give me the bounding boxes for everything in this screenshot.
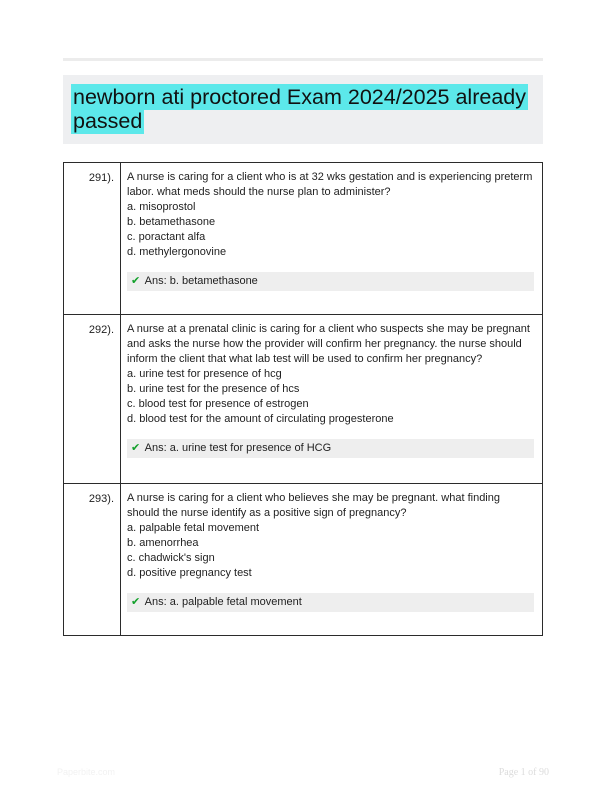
answer-text: Ans: a. palpable fetal movement bbox=[144, 596, 302, 608]
question-number: 292). bbox=[64, 315, 121, 484]
question-text: A nurse is caring for a client who believes she may be pregnant. what finding should the nurse identify as a positive sign of pregnancy? bbox=[127, 492, 500, 519]
footer-site: Paperbite.com bbox=[57, 767, 116, 777]
question-text: A nurse at a prenatal clinic is caring for a client who suspects she may be pregnant and asks the nurse how the provider will confirm her pregnancy. the nurse should inform the client that what lab test will be used to confirm her pregnancy? bbox=[127, 323, 530, 365]
answer-text: Ans: b. betamethasone bbox=[144, 275, 258, 287]
answer-box bbox=[127, 593, 534, 612]
question-row bbox=[64, 163, 543, 315]
top-rule bbox=[63, 58, 543, 61]
question-body bbox=[121, 484, 543, 636]
option-d: d. methylergonovine bbox=[127, 246, 227, 258]
check-icon: ✔ bbox=[131, 442, 141, 454]
option-a: a. misoprostol bbox=[127, 201, 196, 213]
question-number: 293). bbox=[64, 484, 121, 636]
option-b: b. amenorrhea bbox=[127, 537, 199, 549]
option-d: d. blood test for the amount of circulating progesterone bbox=[127, 413, 394, 425]
option-a: a. palpable fetal movement bbox=[127, 522, 260, 534]
option-c: c. poractant alfa bbox=[127, 231, 206, 243]
option-d: d. positive pregnancy test bbox=[127, 567, 252, 579]
question-row bbox=[64, 484, 543, 636]
option-b: b. betamethasone bbox=[127, 216, 216, 228]
footer-page-number: Page 1 of 90 bbox=[498, 767, 549, 778]
check-icon: ✔ bbox=[131, 275, 141, 287]
page-title bbox=[71, 85, 533, 133]
question-table bbox=[63, 162, 543, 636]
title-banner bbox=[63, 75, 543, 144]
page-title-text: newborn ati proctored Exam 2024/2025 already passed bbox=[73, 85, 526, 133]
question-number: 291). bbox=[64, 163, 121, 315]
question-row bbox=[64, 315, 543, 484]
question-body bbox=[121, 163, 543, 315]
question-body bbox=[121, 315, 543, 484]
option-b: b. urine test for the presence of hcs bbox=[127, 383, 300, 395]
check-icon: ✔ bbox=[131, 596, 141, 608]
option-a: a. urine test for presence of hcg bbox=[127, 368, 282, 380]
option-c: c. chadwick's sign bbox=[127, 552, 215, 564]
option-c: c. blood test for presence of estrogen bbox=[127, 398, 309, 410]
answer-box bbox=[127, 272, 534, 291]
question-text: A nurse is caring for a client who is at 32 wks gestation and is experiencing preterm labor. what meds should the nurse plan to administer? bbox=[127, 171, 533, 198]
answer-box bbox=[127, 439, 534, 458]
answer-text: Ans: a. urine test for presence of HCG bbox=[144, 442, 332, 454]
